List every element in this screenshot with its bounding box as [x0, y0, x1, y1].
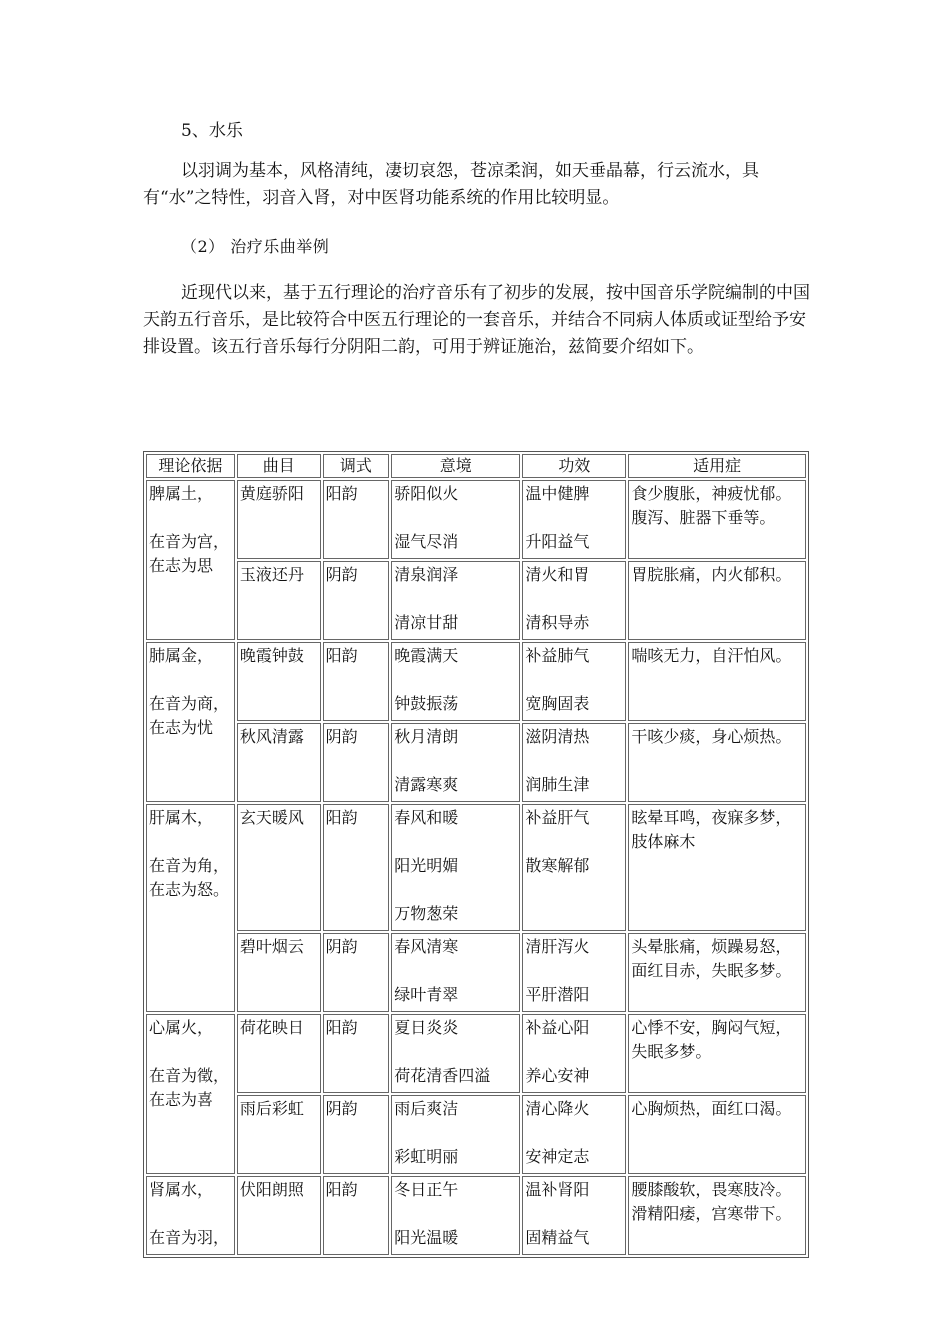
effect-cell-line: 补益肝气 [525, 808, 590, 827]
mood-cell-line: 春风清寒 [394, 937, 459, 956]
effect-cell-line: 温中健脾 [525, 484, 590, 503]
basis-line: 在志为思 [149, 556, 214, 575]
mood-cell-line: 阳光温暖 [394, 1228, 459, 1247]
header-mood: 意境 [391, 454, 520, 478]
title-cell: 黄庭骄阳 [237, 480, 321, 559]
table-row [146, 561, 806, 640]
table-header-row [146, 454, 806, 478]
basis-cell [146, 804, 235, 1012]
basis-line: 肺属金， [149, 646, 214, 665]
effect-cell-line: 滋阴清热 [525, 727, 590, 746]
indication-cell [628, 561, 806, 640]
effect-cell-line: 平肝潜阳 [525, 985, 590, 1004]
indication-cell-line: 腹泻、脏器下垂等。 [631, 508, 776, 527]
title-cell: 伏阳朗照 [237, 1176, 321, 1255]
effect-cell-line: 补益心阳 [525, 1018, 590, 1037]
mode-cell: 阳韵 [323, 642, 390, 721]
table-row [146, 1095, 806, 1174]
mood-cell-line: 绿叶青翠 [394, 985, 459, 1004]
mood-cell [391, 723, 520, 802]
indication-cell-line: 肢体麻木 [631, 832, 696, 851]
title-cell: 玉液还丹 [237, 561, 321, 640]
basis-line: 心属火， [149, 1018, 214, 1037]
paragraph-water-music: 以羽调为基本，风格清纯，凄切哀怨，苍凉柔润，如天垂晶幕，行云流水，具有“水”之特性，羽音入肾，对中医肾功能系统的作用比较明显。 [143, 161, 759, 208]
mood-cell-line: 钟鼓振荡 [394, 694, 459, 713]
mode-cell: 阳韵 [323, 804, 390, 931]
header-title: 曲目 [237, 454, 321, 478]
indication-cell [628, 480, 806, 559]
effect-cell-line: 清火和胃 [525, 565, 590, 584]
indication-cell-line: 头晕胀痛，烦躁易怒， [631, 937, 792, 956]
indication-cell-line: 食少腹胀，神疲忧郁。 [631, 484, 792, 503]
mode-cell: 阳韵 [323, 480, 390, 559]
effect-cell-line: 温补肾阳 [525, 1180, 590, 1199]
effect-cell [522, 561, 626, 640]
basis-line: 肾属水， [149, 1180, 214, 1199]
header-indication: 适用症 [628, 454, 806, 478]
subsection-heading: （2） 治疗乐曲举例 [181, 237, 330, 256]
indication-cell-line: 失眠多梦。 [631, 1042, 712, 1061]
indication-cell-line: 滑精阳痿，宫寒带下。 [631, 1204, 792, 1223]
indication-cell-line: 干咳少痰，身心烦热。 [631, 727, 792, 746]
basis-cell [146, 480, 235, 640]
effect-cell-line: 清肝泻火 [525, 937, 590, 956]
mood-cell [391, 1095, 520, 1174]
effect-cell-line: 补益肺气 [525, 646, 590, 665]
effect-cell-line: 宽胸固表 [525, 694, 590, 713]
indication-cell-line: 心胸烦热，面红口渴。 [631, 1099, 792, 1118]
effect-cell-line: 散寒解郁 [525, 856, 590, 875]
basis-line: 在音为宫， [149, 532, 230, 551]
mood-cell-line: 清凉甘甜 [394, 613, 459, 632]
mood-cell [391, 642, 520, 721]
indication-cell [628, 723, 806, 802]
mood-cell-line: 阳光明媚 [394, 856, 459, 875]
indication-cell-line: 喘咳无力，自汗怕风。 [631, 646, 792, 665]
table-row [146, 804, 806, 931]
mood-cell [391, 1014, 520, 1093]
indication-cell [628, 1014, 806, 1093]
basis-line: 在志为喜 [149, 1090, 214, 1109]
basis-cell [146, 642, 235, 802]
effect-cell [522, 804, 626, 931]
mode-cell: 阴韵 [323, 933, 390, 1012]
mood-cell-line: 冬日正午 [394, 1180, 459, 1199]
indication-cell-line: 面红目赤，失眠多梦。 [631, 961, 792, 980]
effect-cell-line: 清心降火 [525, 1099, 590, 1118]
title-cell: 晚霞钟鼓 [237, 642, 321, 721]
indication-cell [628, 642, 806, 721]
basis-line: 在志为怒。 [149, 880, 230, 899]
basis-line: 在音为徵， [149, 1066, 230, 1085]
mode-cell: 阴韵 [323, 723, 390, 802]
indication-cell-line: 眩晕耳鸣，夜寐多梦， [631, 808, 792, 827]
mood-cell [391, 561, 520, 640]
title-cell: 秋风清露 [237, 723, 321, 802]
header-effect: 功效 [522, 454, 626, 478]
effect-cell-line: 清积导赤 [525, 613, 590, 632]
table-row [146, 1014, 806, 1093]
effect-cell [522, 1014, 626, 1093]
basis-cell [146, 1014, 235, 1174]
effect-cell-line: 润肺生津 [525, 775, 590, 794]
mood-cell-line: 雨后爽洁 [394, 1099, 459, 1118]
mood-cell-line: 骄阳似火 [394, 484, 459, 503]
title-cell: 玄天暖风 [237, 804, 321, 931]
mood-cell-line: 彩虹明丽 [394, 1147, 459, 1166]
table-row [146, 1176, 806, 1255]
mood-cell-line: 春风和暖 [394, 808, 459, 827]
table-row [146, 933, 806, 1012]
basis-cell [146, 1176, 235, 1255]
effect-cell-line: 固精益气 [525, 1228, 590, 1247]
mood-cell [391, 1176, 520, 1255]
mood-cell-line: 荷花清香四溢 [394, 1066, 491, 1085]
mood-cell-line: 晚霞满天 [394, 646, 459, 665]
table-row [146, 642, 806, 721]
mood-cell [391, 804, 520, 931]
header-mode: 调式 [323, 454, 390, 478]
mood-cell-line: 秋月清朗 [394, 727, 459, 746]
indication-cell [628, 804, 806, 931]
mood-cell-line: 湿气尽消 [394, 532, 459, 551]
title-cell: 碧叶烟云 [237, 933, 321, 1012]
mode-cell: 阴韵 [323, 561, 390, 640]
title-cell: 荷花映日 [237, 1014, 321, 1093]
mood-cell-line: 清泉润泽 [394, 565, 459, 584]
indication-cell [628, 1095, 806, 1174]
effect-cell [522, 723, 626, 802]
mood-cell-line: 万物葱荣 [394, 904, 459, 923]
mood-cell [391, 480, 520, 559]
indication-cell [628, 1176, 806, 1255]
effect-cell [522, 933, 626, 1012]
basis-line: 脾属土， [149, 484, 214, 503]
table-row [146, 723, 806, 802]
indication-cell-line: 心悸不安，胸闷气短， [631, 1018, 792, 1037]
title-cell: 雨后彩虹 [237, 1095, 321, 1174]
effect-cell-line: 升阳益气 [525, 532, 590, 551]
mood-cell [391, 933, 520, 1012]
effect-cell-line: 安神定志 [525, 1147, 590, 1166]
indication-cell [628, 933, 806, 1012]
mood-cell-line: 清露寒爽 [394, 775, 459, 794]
music-therapy-table [143, 451, 809, 1258]
paragraph-intro: 近现代以来，基于五行理论的治疗音乐有了初步的发展，按中国音乐学院编制的中国天韵五行音乐，是比较符合中医五行理论的一套音乐，并结合不同病人体质或证型给予安排设置。该五行音乐每行分阴阳二韵，可用于辨证施治，兹简要介绍如下。 [143, 283, 810, 357]
effect-cell [522, 1176, 626, 1255]
mode-cell: 阴韵 [323, 1095, 390, 1174]
basis-line: 在音为商， [149, 694, 230, 713]
basis-line: 在志为忧 [149, 718, 214, 737]
effect-cell [522, 1095, 626, 1174]
mode-cell: 阳韵 [323, 1176, 390, 1255]
basis-line: 在音为角， [149, 856, 230, 875]
basis-line: 在音为羽， [149, 1228, 230, 1247]
indication-cell-line: 腰膝酸软，畏寒肢冷。 [631, 1180, 792, 1199]
header-basis: 理论依据 [146, 454, 235, 478]
mode-cell: 阳韵 [323, 1014, 390, 1093]
table-row [146, 480, 806, 559]
effect-cell-line: 养心安神 [525, 1066, 590, 1085]
mood-cell-line: 夏日炎炎 [394, 1018, 459, 1037]
basis-line: 肝属木， [149, 808, 214, 827]
indication-cell-line: 胃脘胀痛，内火郁积。 [631, 565, 792, 584]
effect-cell [522, 480, 626, 559]
effect-cell [522, 642, 626, 721]
section-heading: 5、水乐 [181, 121, 243, 141]
